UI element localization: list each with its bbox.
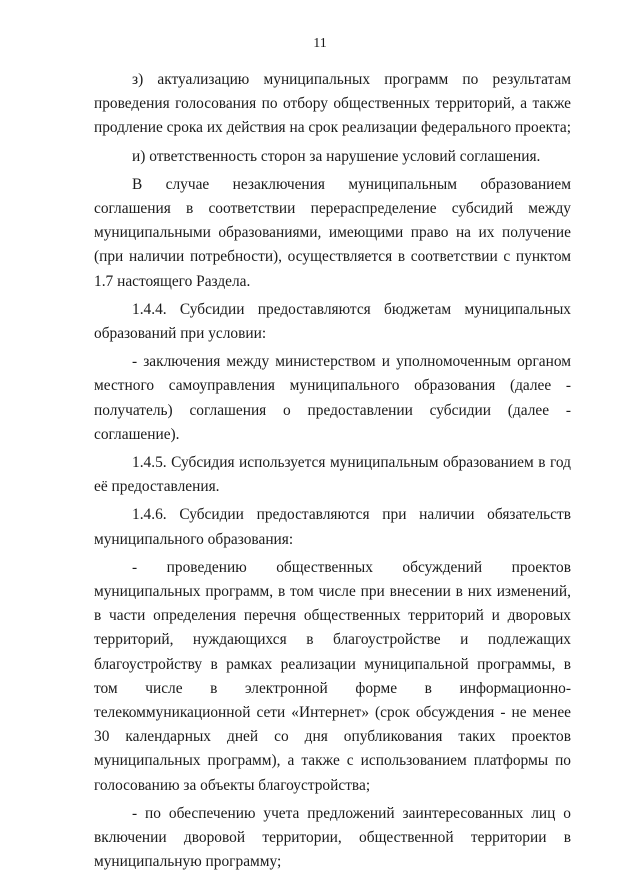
paragraph-1-4-4: 1.4.4. Субсидии предоставляются бюджетам муниципальных образований при условии: xyxy=(94,300,571,343)
paragraph-1-4-6: 1.4.6. Субсидии предоставляются при наличии обязательств муниципального образования: xyxy=(94,506,571,548)
document-body xyxy=(94,68,571,879)
page-number: 11 xyxy=(313,36,327,51)
paragraph-item-i: и) ответственность сторон за нарушение условий соглашения. xyxy=(132,147,541,165)
paragraph-agreement-condition: - заключения между министерством и уполномоченным органом местного самоуправления муниципального образования (далее - получатель) соглашения о предоставлении субсидии (далее - соглашение). xyxy=(94,353,571,443)
paragraph-public-discussions: - проведению общественных обсуждений проектов муниципальных программ, в том числе при внесении в них изменений, в части определения перечня общественных территорий и дворовых территорий, нуждающихся в благоустройстве и подлежащих благоустройству в рамках реализации муниципальной программы, в том числе в электронной форме в информационно-телекоммуникационной сети «Интернет» (срок обсуждения - не менее 30 календарных дней со дня опубликования таких проектов муниципальных программ), а также с использованием платформы по голосованию за объекты благоустройства; xyxy=(94,558,571,794)
paragraph-1-4-5: 1.4.5. Субсидия используется муниципальным образованием в год её предоставления. xyxy=(94,454,571,496)
paragraph-non-conclusion: В случае незаключения муниципальным образованием соглашения в соответствии перераспределение субсидий между муниципальными образованиями, имеющими право на их получение (при наличии потребности), осуществляется в соответствии с пунктом 1.7 настоящего Раздела. xyxy=(94,175,571,290)
paragraph-proposals-accounting: - по обеспечению учета предложений заинтересованных лиц о включении дворовой территории, общественной территории в муниципальную программу; xyxy=(94,804,571,871)
paragraph-item-z: з) актуализацию муниципальных программ по результатам проведения голосования по отбору общественных территорий, а также продление срока их действия на срок реализации федерального проекта; xyxy=(94,71,571,137)
